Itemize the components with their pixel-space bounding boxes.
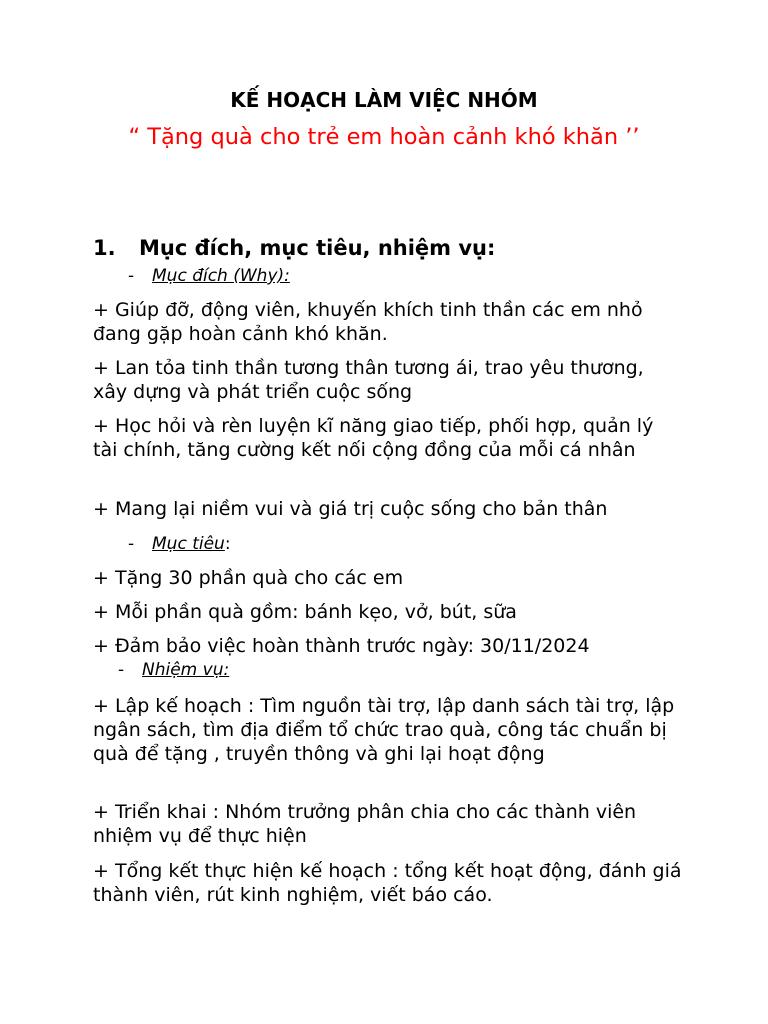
tasks-item: + Tổng kết thực hiện kế hoạch : tổng kết hoạt động, đánh giá thành viên, rút kinh nghiệm, viết báo cáo.	[93, 860, 682, 906]
tasks-item: + Triển khai : Nhóm trưởng phân chia cho các thành viên nhiệm vụ để thực hiện	[93, 801, 637, 847]
purpose-item: + Giúp đỡ, động viên, khuyến khích tinh thần các em nhỏ đang gặp hoàn cảnh khó khăn.	[93, 299, 643, 345]
purpose-item: + Lan tỏa tinh thần tương thân tương ái, trao yêu thương, xây dựng và phát triển cuộc sống	[93, 357, 644, 403]
purpose-item: + Mang lại niềm vui và giá trị cuộc sống cho bản thân	[93, 498, 608, 520]
objective-label-suffix: :	[224, 534, 231, 554]
purpose-item: + Học hỏi và rèn luyện kĩ năng giao tiếp, phối hợp, quản lý tài chính, tăng cường kết nối cộng đồng của mỗi cá nhân	[93, 415, 654, 461]
objective-item: + Tặng 30 phần quà cho các em	[93, 567, 404, 589]
objective-label: Mục tiêu	[152, 534, 225, 554]
tasks-item: + Lập kế hoạch : Tìm nguồn tài trợ, lập danh sách tài trợ, lập ngân sách, tìm địa điểm tổ chức trao quà, công tác chuẩn bị quà để tặng , truyền thông và ghi lại hoạt động	[93, 695, 675, 765]
section-heading	[93, 234, 495, 262]
tasks-subheading	[118, 659, 229, 681]
objective-item: + Mỗi phần quà gồm: bánh kẹo, vở, bút, sữa	[93, 601, 517, 623]
dash-marker: -	[128, 534, 135, 554]
objective-subheading	[128, 533, 231, 555]
purpose-label: Mục đích (Why):	[152, 266, 290, 286]
section-number: 1.	[93, 236, 116, 260]
dash-marker: -	[128, 266, 135, 286]
objective-item: + Đảm bảo việc hoàn thành trước ngày: 30/11/2024	[93, 635, 590, 657]
section-heading-text: Mục đích, mục tiêu, nhiệm vụ:	[139, 236, 496, 260]
document-subtitle: “ Tặng quà cho trẻ em hoàn cảnh khó khăn ’’	[128, 124, 640, 150]
tasks-label: Nhiệm vụ:	[142, 660, 230, 680]
document-title: KẾ HOẠCH LÀM VIỆC NHÓM	[230, 88, 538, 112]
dash-marker: -	[118, 660, 125, 680]
purpose-subheading	[128, 265, 290, 287]
